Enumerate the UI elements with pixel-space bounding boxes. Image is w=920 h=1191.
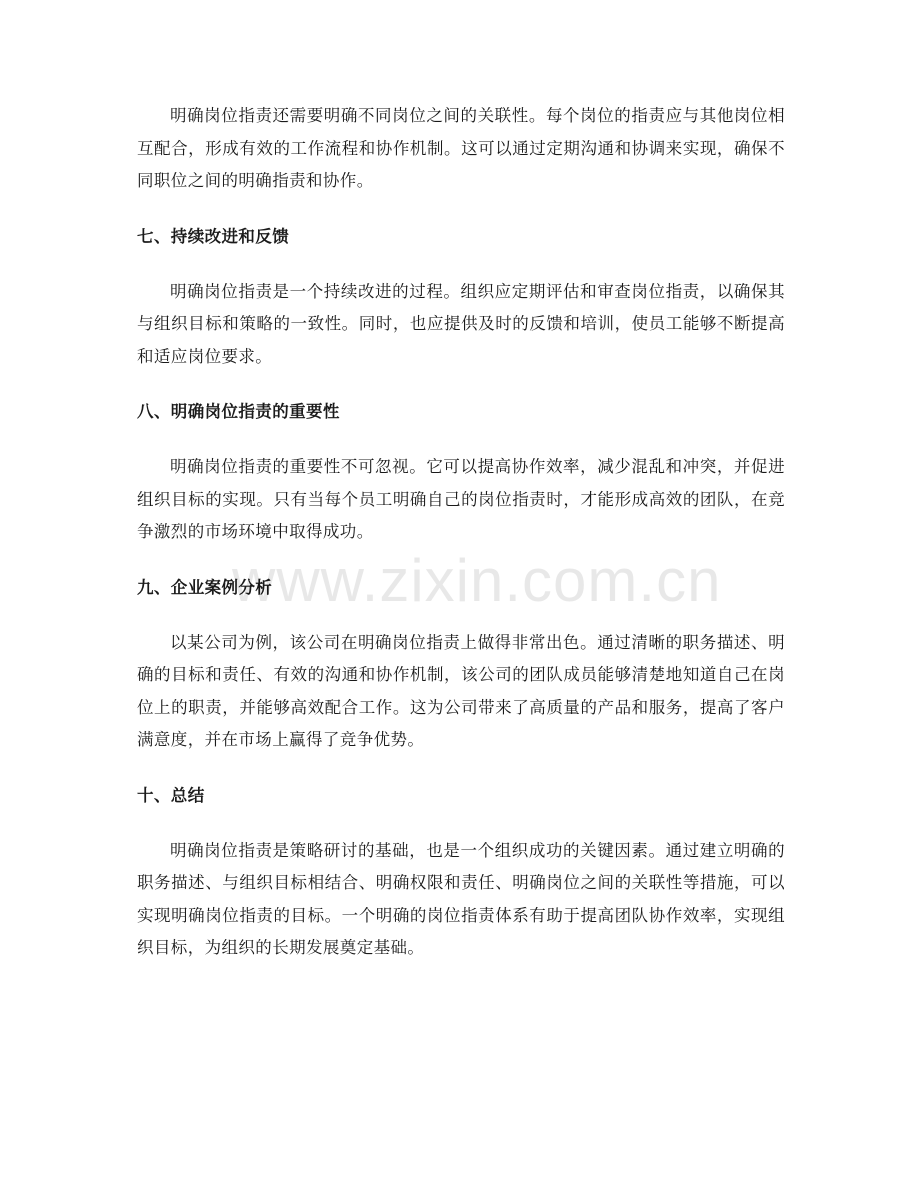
document-body bbox=[137, 100, 785, 965]
intro-paragraph: 明确岗位指责还需要明确不同岗位之间的关联性。每个岗位的指责应与其他岗位相互配合，形成有效的工作流程和协作机制。这可以通过定期沟通和协调来实现，确保不同职位之间的明确指责和协作。 bbox=[137, 106, 785, 190]
section-heading-8: 八、明确岗位指责的重要性 bbox=[137, 402, 340, 421]
section-body-8: 明确岗位指责的重要性不可忽视。它可以提高协作效率，减少混乱和冲突，并促进组织目标的实现。只有当每个员工明确自己的岗位指责时，才能形成高效的团队，在竞争激烈的市场环境中取得成功。 bbox=[137, 457, 785, 541]
section-heading-9: 九、企业案例分析 bbox=[137, 577, 273, 597]
section-heading-10: 十、总结 bbox=[137, 785, 205, 805]
section-heading-7: 七、持续改进和反馈 bbox=[137, 226, 290, 246]
section-body-9: 以某公司为例，该公司在明确岗位指责上做得非常出色。通过清晰的职务描述、明确的目标和责任、有效的沟通和协作机制，该公司的团队成员能够清楚地知道自己在岗位上的职责，并能够高效配合工作。这为公司带来了高质量的产品和服务，提高了客户满意度，并在市场上赢得了竞争优势。 bbox=[137, 632, 785, 749]
section-body-10: 明确岗位指责是策略研讨的基础，也是一个组织成功的关键因素。通过建立明确的职务描述、与组织目标相结合、明确权限和责任、明确岗位之间的关联性等措施，可以实现明确岗位指责的目标。一个明确的岗位指责体系有助于提高团队协作效率，实现组织目标，为组织的长期发展奠定基础。 bbox=[137, 840, 785, 957]
watermark: www.zixin.com.cn bbox=[232, 547, 722, 614]
section-body-7: 明确岗位指责是一个持续改进的过程。组织应定期评估和审查岗位指责，以确保其与组织目标和策略的一致性。同时，也应提供及时的反馈和培训，使员工能够不断提高和适应岗位要求。 bbox=[137, 281, 785, 366]
